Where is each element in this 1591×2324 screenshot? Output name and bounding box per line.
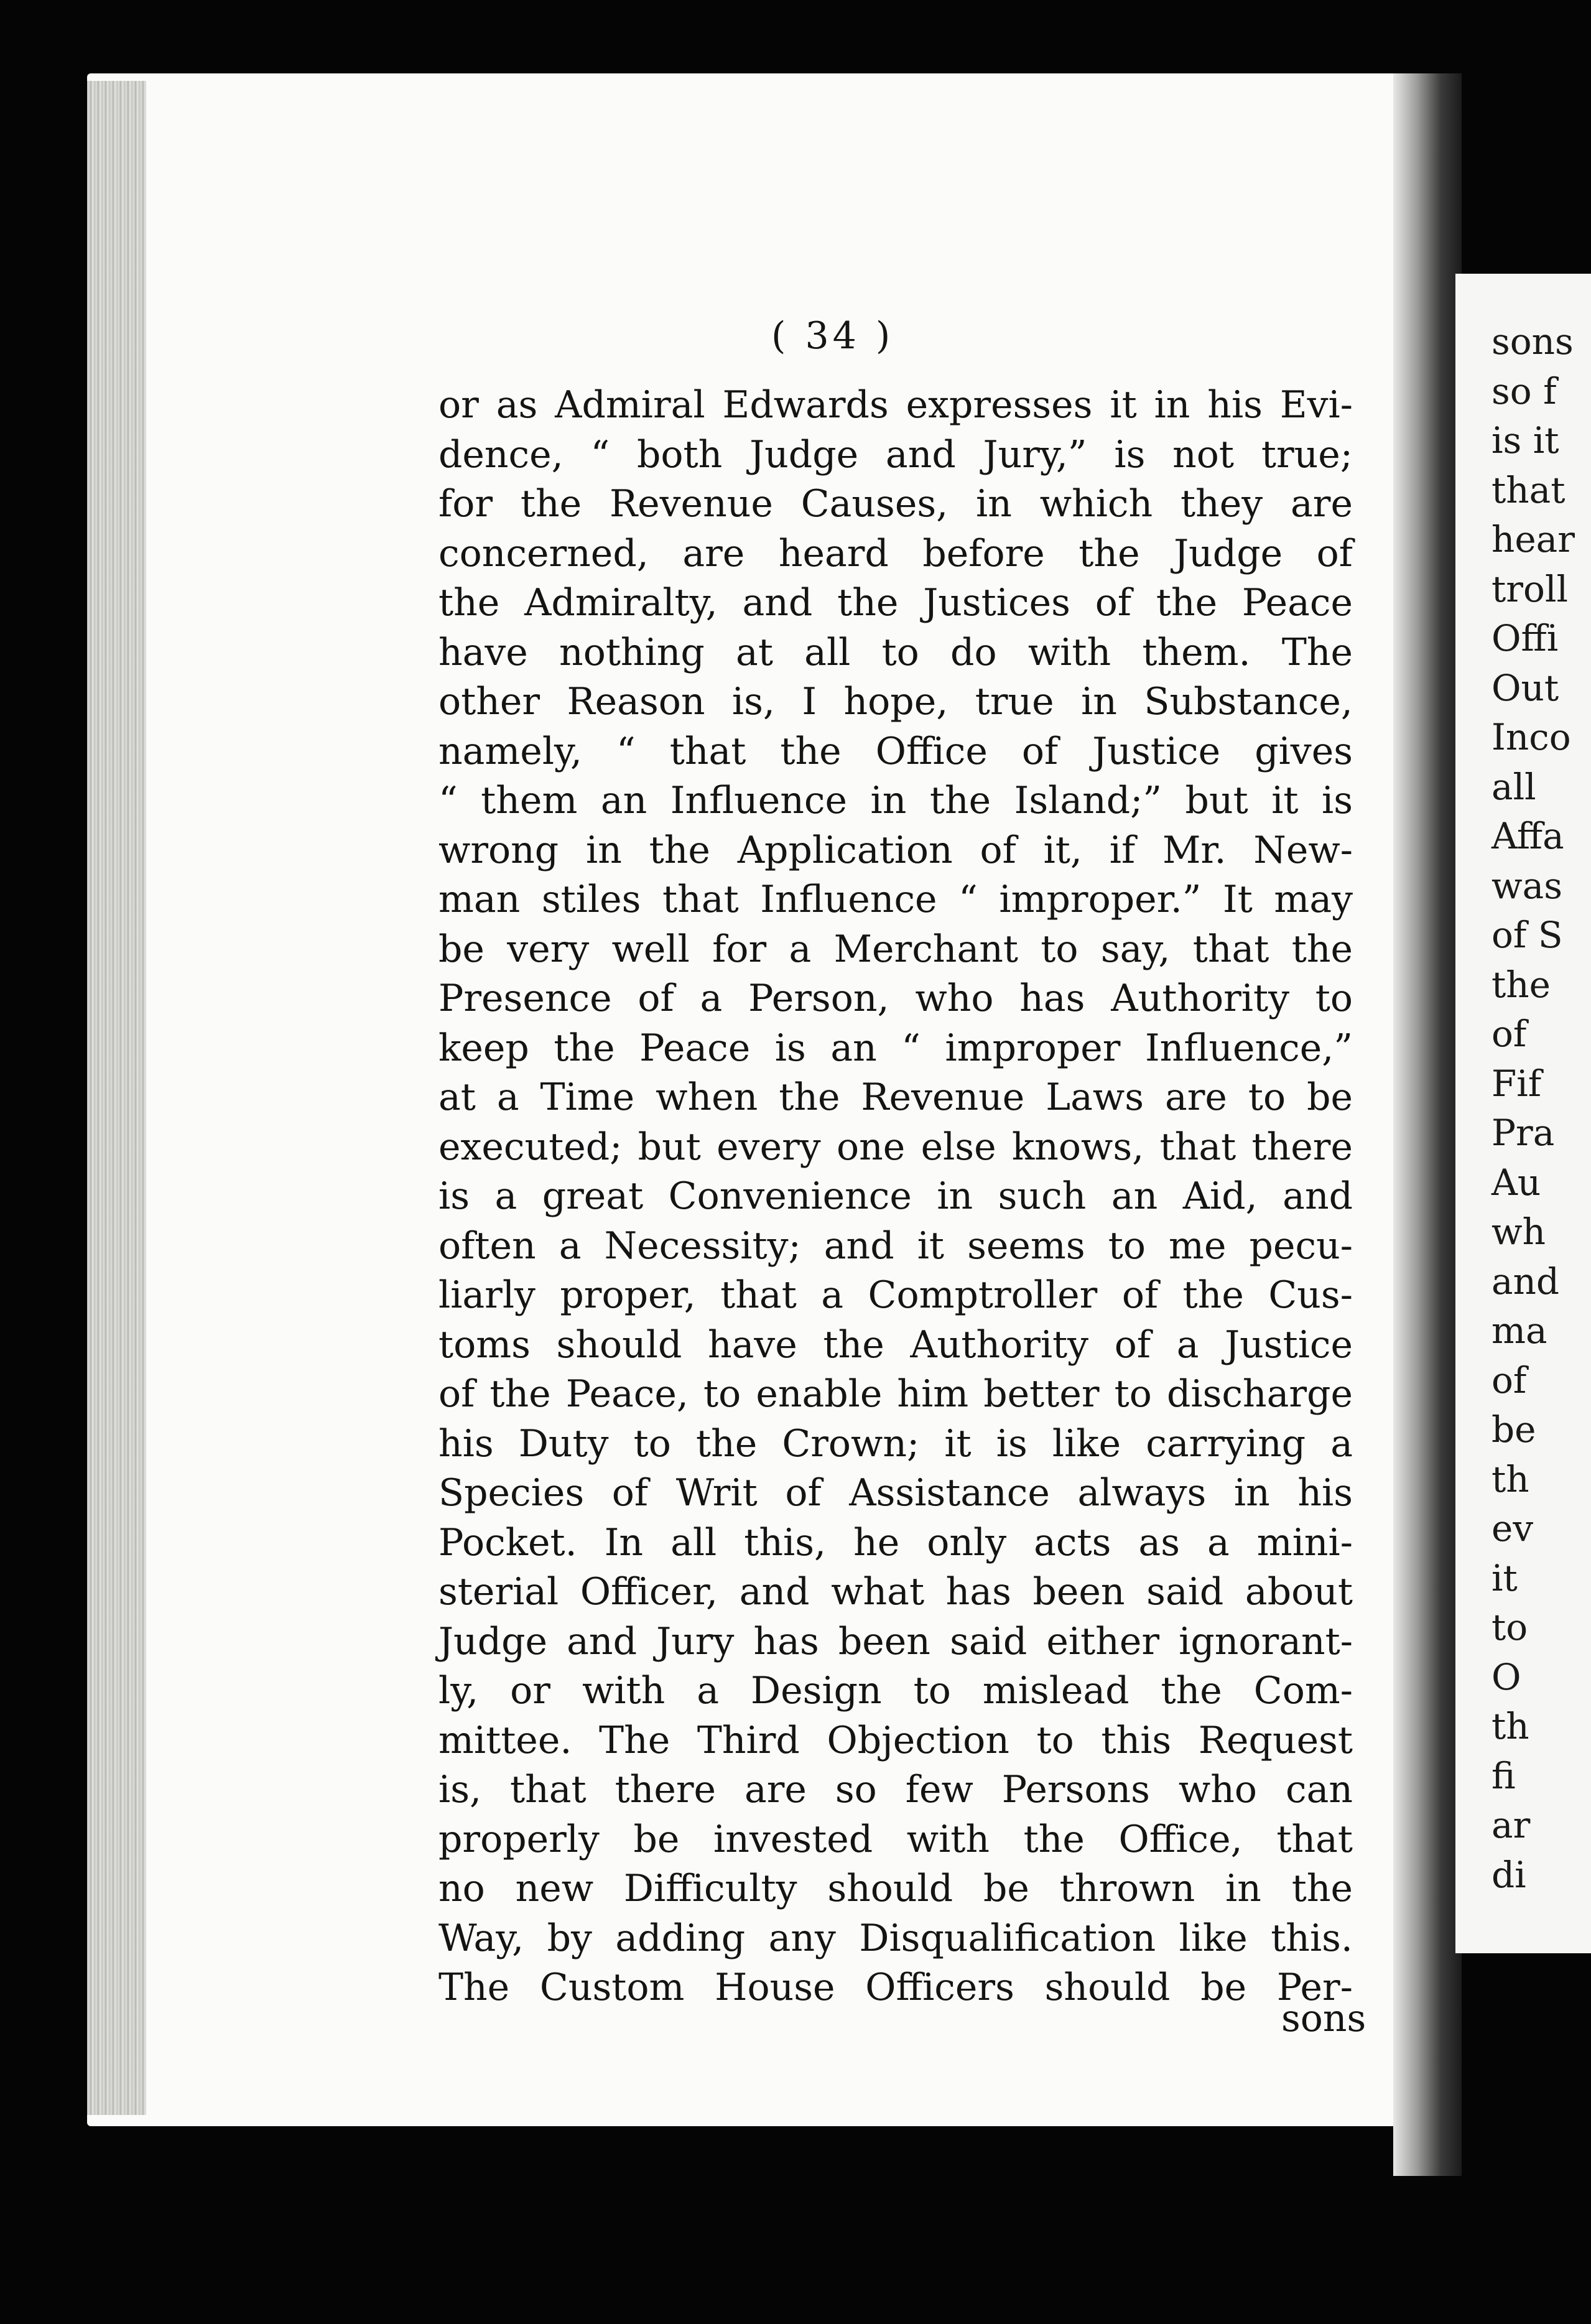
page-edges — [87, 81, 146, 2115]
text-line: be very well for a Merchant to say, that the — [438, 927, 1353, 971]
text-line: liarly proper, that a Comptroller of the Cus- — [438, 1273, 1353, 1317]
text-line: Presence of a Person, who has Authority to — [438, 977, 1353, 1020]
right-page-line-fragment: ar — [1491, 1804, 1531, 1846]
book-gutter — [1393, 73, 1462, 2176]
right-page-line-fragment: to — [1491, 1606, 1528, 1648]
text-line: “ them an Influence in the Island;” but it is — [438, 779, 1353, 822]
right-page-line-fragment: fi — [1491, 1754, 1516, 1797]
right-page-line-fragment: Fif — [1491, 1062, 1542, 1105]
right-page-line-fragment: ma — [1491, 1309, 1547, 1352]
text-line: ly, or with a Design to mislead the Com- — [438, 1669, 1353, 1713]
right-page-line-fragment: so f — [1491, 370, 1557, 412]
text-line: dence, “ both Judge and Jury,” is not true; — [438, 432, 1353, 476]
text-line: Way, by adding any Disqualification like this. — [438, 1916, 1353, 1960]
text-line: man stiles that Influence “ improper.” It may — [438, 878, 1353, 921]
right-page-line-fragment: th — [1491, 1457, 1529, 1500]
right-page-line-fragment: the — [1491, 963, 1551, 1006]
text-line: Judge and Jury has been said either ignorant- — [438, 1619, 1353, 1663]
right-page-line-fragment: Affa — [1491, 815, 1564, 857]
right-page-line-fragment: be — [1491, 1408, 1536, 1451]
text-line: have nothing at all to do with them. The — [438, 630, 1353, 674]
right-page-line-fragment: hear — [1491, 518, 1575, 560]
right-page-line-fragment: sons — [1491, 320, 1574, 363]
text-line: executed; but every one else knows, that there — [438, 1125, 1353, 1169]
right-page-line-fragment: all — [1491, 765, 1536, 808]
text-line: is a great Convenience in such an Aid, and — [438, 1174, 1353, 1218]
body-text — [438, 381, 1353, 2013]
right-page-line-fragment: Inco — [1491, 716, 1571, 758]
right-page-line-fragment: di — [1491, 1853, 1526, 1896]
right-page-line-fragment: Out — [1491, 666, 1559, 709]
text-line: for the Revenue Causes, in which they are — [438, 482, 1353, 526]
text-line: of the Peace, to enable him better to discharge — [438, 1372, 1353, 1416]
right-page-line-fragment: that — [1491, 468, 1565, 511]
right-page-line-fragment: Pra — [1491, 1112, 1555, 1154]
text-line: sterial Officer, and what has been said about — [438, 1570, 1353, 1614]
right-page-line-fragment: troll — [1491, 567, 1569, 610]
right-page-line-fragment: of — [1491, 1013, 1527, 1055]
page-number-header: ( 34 ) — [771, 314, 894, 358]
right-page-line-fragment: of — [1491, 1359, 1527, 1401]
text-line: toms should have the Authority of a Justice — [438, 1322, 1353, 1367]
text-line: Pocket. In all this, he only acts as a mini- — [438, 1520, 1353, 1564]
right-page-line-fragment: Offi — [1491, 617, 1559, 659]
right-page-line-fragment: Au — [1491, 1161, 1541, 1204]
right-page-line-fragment: O — [1491, 1655, 1521, 1698]
text-line: Species of Writ of Assistance always in his — [438, 1471, 1353, 1515]
text-line: other Reason is, I hope, true in Substance, — [438, 680, 1353, 723]
right-page-line-fragment: and — [1491, 1260, 1560, 1303]
text-line: or as Admiral Edwards expresses it in his Evi- — [438, 383, 1353, 427]
text-line: properly be invested with the Office, that — [438, 1817, 1353, 1861]
text-line: wrong in the Application of it, if Mr. New- — [438, 828, 1353, 872]
text-line: his Duty to the Crown; it is like carrying a — [438, 1421, 1353, 1466]
right-page-line-fragment: th — [1491, 1705, 1529, 1747]
right-page-line-fragment: it — [1491, 1556, 1518, 1599]
text-line: often a Necessity; and it seems to me pecu- — [438, 1224, 1353, 1268]
text-line: no new Difficulty should be thrown in the — [438, 1867, 1353, 1910]
text-line: is, that there are so few Persons who can — [438, 1768, 1353, 1811]
text-line: The Custom House Officers should be Per- — [438, 1966, 1353, 2009]
text-line: at a Time when the Revenue Laws are to be — [438, 1076, 1353, 1119]
text-line: mittee. The Third Objection to this Request — [438, 1718, 1353, 1762]
right-page-line-fragment: ev — [1491, 1507, 1534, 1550]
right-page-line-fragment: is it — [1491, 419, 1559, 462]
right-page-line-fragment: wh — [1491, 1211, 1546, 1253]
text-line: concerned, are heard before the Judge of — [438, 531, 1353, 575]
right-page-line-fragment: of S — [1491, 914, 1563, 956]
text-line: the Admiralty, and the Justices of the Peace — [438, 581, 1353, 625]
text-line: keep the Peace is an “ improper Influence,” — [438, 1026, 1353, 1070]
catchword: sons — [1281, 1997, 1366, 2040]
text-line: namely, “ that the Office of Justice gives — [438, 729, 1353, 773]
right-page-line-fragment: was — [1491, 864, 1562, 907]
